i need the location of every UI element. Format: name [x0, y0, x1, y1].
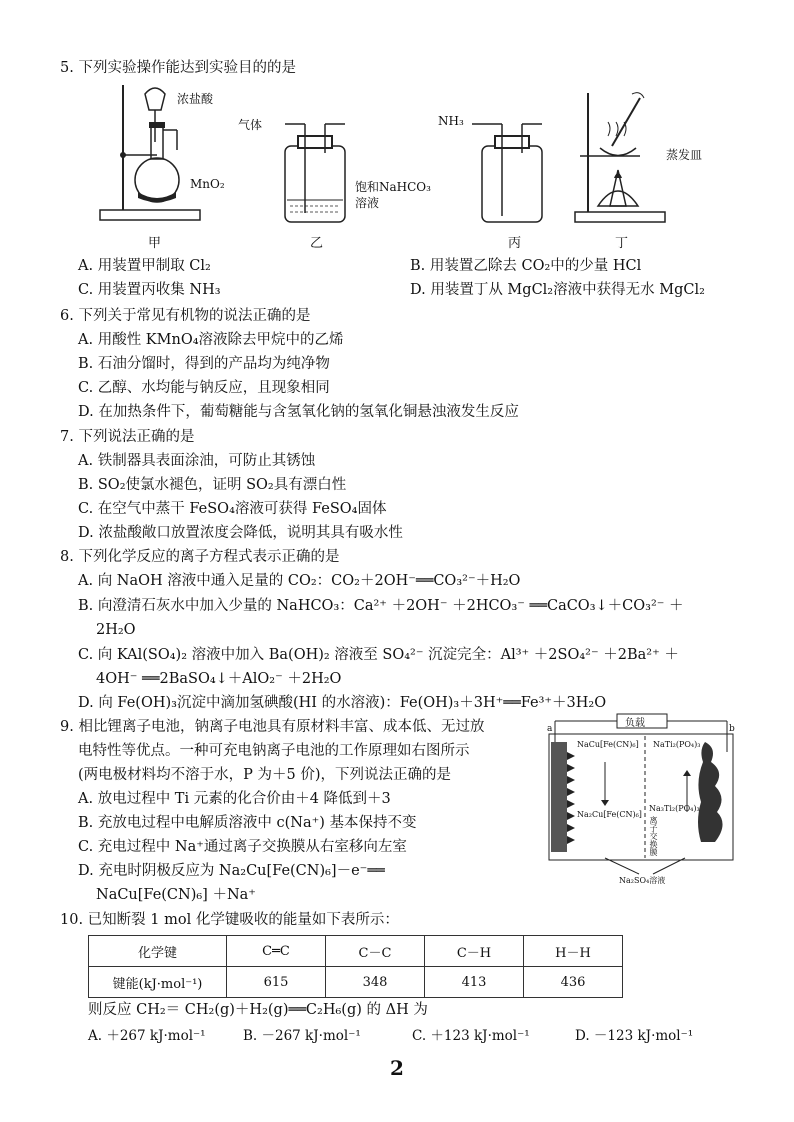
table-header-row	[89, 936, 623, 967]
q7-option-c: C. 在空气中蒸干 FeSO₄溶液可获得 FeSO₄固体	[78, 501, 387, 517]
q10-stem: 10. 已知断裂 1 mol 化学键吸收的能量如下表所示：	[60, 912, 399, 928]
table-cell: 348	[326, 967, 425, 998]
table-header-cell: H－H	[524, 936, 623, 967]
q6-option-c: C. 乙醇、水均能与钠反应，且现象相同	[78, 380, 330, 396]
q9-option-b: B. 充放电过程中电解质溶液中 c(Na⁺) 基本保持不变	[78, 815, 417, 831]
table-header-cell: 化学键	[89, 936, 227, 967]
q5-option-c: C. 用装置丙收集 NH₃	[78, 282, 221, 298]
table-header-cell: C═C	[227, 936, 326, 967]
battery-left-bottom-label: Na₂Cu[Fe(CN)₆]	[577, 810, 642, 819]
table-header-cell: C－C	[326, 936, 425, 967]
q5-option-b: B. 用装置乙除去 CO₂中的少量 HCl	[410, 258, 642, 274]
table-header-cell: C－H	[425, 936, 524, 967]
q7-option-d: D. 浓盐酸敞口放置浓度会降低，说明其具有吸水性	[78, 525, 403, 541]
apparatus-yi	[270, 118, 360, 228]
q8-option-c-line1: C. 向 KAl(SO₄)₂ 溶液中加入 Ba(OH)₂ 溶液至 SO₄²⁻ 沉淀完全：Al³⁺ ＋2SO₄²⁻ ＋2Ba²⁺ ＋	[78, 647, 679, 663]
bond-energy-table	[88, 935, 623, 998]
battery-right-top-label: NaTi₂(PO₄)₃	[653, 740, 701, 749]
q7-stem: 7. 下列说法正确的是	[60, 429, 195, 445]
jia-solid-label: MnO₂	[190, 177, 225, 191]
battery-electrode-a-label: a	[547, 724, 553, 734]
q6-option-a: A. 用酸性 KMnO₄溶液除去甲烷中的乙烯	[78, 332, 344, 348]
q8-stem: 8. 下列化学反应的离子方程式表示正确的是	[60, 549, 340, 565]
table-cell: 436	[524, 967, 623, 998]
q9-stem-line1: 9. 相比锂离子电池，钠离子电池具有原材料丰富、成本低、无过放	[60, 719, 485, 735]
q8-option-c-line2: 4OH⁻ ══2BaSO₄↓＋AlO₂⁻ ＋2H₂O	[96, 671, 342, 687]
caption-jia: 甲	[148, 236, 162, 251]
q7-option-a: A. 铁制器具表面涂油，可防止其锈蚀	[78, 453, 316, 469]
q10-option-a: A. ＋267 kJ·mol⁻¹	[88, 1028, 206, 1044]
table-cell: 键能(kJ·mol⁻¹)	[89, 967, 227, 998]
q8-option-d: D. 向 Fe(OH)₃沉淀中滴加氢碘酸(HI 的水溶液)：Fe(OH)₃＋3H⁺══Fe³⁺＋3H₂O	[78, 695, 607, 711]
battery-membrane-label: 离子交换膜	[649, 816, 658, 856]
q8-option-b-line1: B. 向澄清石灰水中加入少量的 NaHCO₃：Ca²⁺ ＋2OH⁻ ＋2HCO₃⁻ ══CaCO₃↓＋CO₃²⁻ ＋	[78, 598, 684, 614]
q8-option-a: A. 向 NaOH 溶液中通入足量的 CO₂：CO₂＋2OH⁻══CO₃²⁻＋H₂O	[78, 573, 521, 589]
q9-option-a: A. 放电过程中 Ti 元素的化合价由＋4 降低到＋3	[78, 791, 391, 807]
battery-electrolyte-label: Na₂SO₄溶液	[619, 876, 666, 885]
jia-reagent-label: 浓盐酸	[177, 92, 214, 106]
table-cell: 615	[227, 967, 326, 998]
q6-option-d: D. 在加热条件下，葡萄糖能与含氢氧化钠的氢氧化铜悬浊液发生反应	[78, 404, 519, 420]
battery-schematic	[545, 712, 735, 890]
q10-option-d: D. －123 kJ·mol⁻¹	[575, 1028, 694, 1044]
yi-gas-label: 气体	[238, 118, 263, 132]
yi-solution-label-1: 饱和NaHCO₃	[355, 180, 431, 194]
q10-question: 则反应 CH₂＝ CH₂(g)＋H₂(g)══C₂H₆(g) 的 ΔH 为	[88, 1002, 428, 1018]
table-cell: 413	[425, 967, 524, 998]
table-row	[89, 967, 623, 998]
q9-option-d-line1: D. 充电时阴极反应为 Na₂Cu[Fe(CN)₆]－e⁻══	[78, 863, 385, 879]
q9-option-c: C. 充电过程中 Na⁺通过离子交换膜从右室移向左室	[78, 839, 407, 855]
q5-option-a: A. 用装置甲制取 Cl₂	[78, 258, 211, 274]
yi-solution-label-2: 溶液	[355, 196, 380, 210]
battery-right-bottom-label: Na₃Ti₂(PO₄)₃	[649, 804, 700, 813]
page-number: 2	[390, 1056, 404, 1080]
battery-diagram	[545, 712, 735, 890]
battery-electrode-b-label: b	[729, 724, 735, 734]
q6-stem: 6. 下列关于常见有机物的说法正确的是	[60, 308, 311, 324]
apparatus-bing	[470, 118, 560, 228]
apparatus-ding	[570, 88, 670, 226]
caption-bing: 丙	[508, 236, 522, 251]
q9-stem-line3: (两电极材料均不溶于水，P 为＋5 价)，下列说法正确的是	[78, 767, 452, 783]
q5-stem: 5. 下列实验操作能达到实验目的的是	[60, 60, 296, 76]
battery-left-top-label: NaCu[Fe(CN)₆]	[577, 740, 639, 749]
q8-option-b-line2: 2H₂O	[96, 622, 136, 638]
caption-ding: 丁	[615, 236, 629, 251]
q6-option-b: B. 石油分馏时，得到的产品均为纯净物	[78, 356, 330, 372]
q9-stem-line2: 电特性等优点。一种可充电钠离子电池的工作原理如右图所示	[78, 743, 470, 759]
ding-dish-label: 蒸发皿	[666, 148, 703, 162]
battery-load-label: 负载	[625, 718, 645, 729]
q9-option-d-line2: NaCu[Fe(CN)₆] ＋Na⁺	[96, 887, 256, 903]
q10-option-c: C. ＋123 kJ·mol⁻¹	[412, 1028, 530, 1044]
caption-yi: 乙	[310, 236, 324, 251]
q5-option-d: D. 用装置丁从 MgCl₂溶液中获得无水 MgCl₂	[410, 282, 705, 298]
bing-gas-label: NH₃	[438, 114, 464, 128]
q10-option-b: B. －267 kJ·mol⁻¹	[243, 1028, 361, 1044]
q7-option-b: B. SO₂使氯水褪色，证明 SO₂具有漂白性	[78, 477, 347, 493]
